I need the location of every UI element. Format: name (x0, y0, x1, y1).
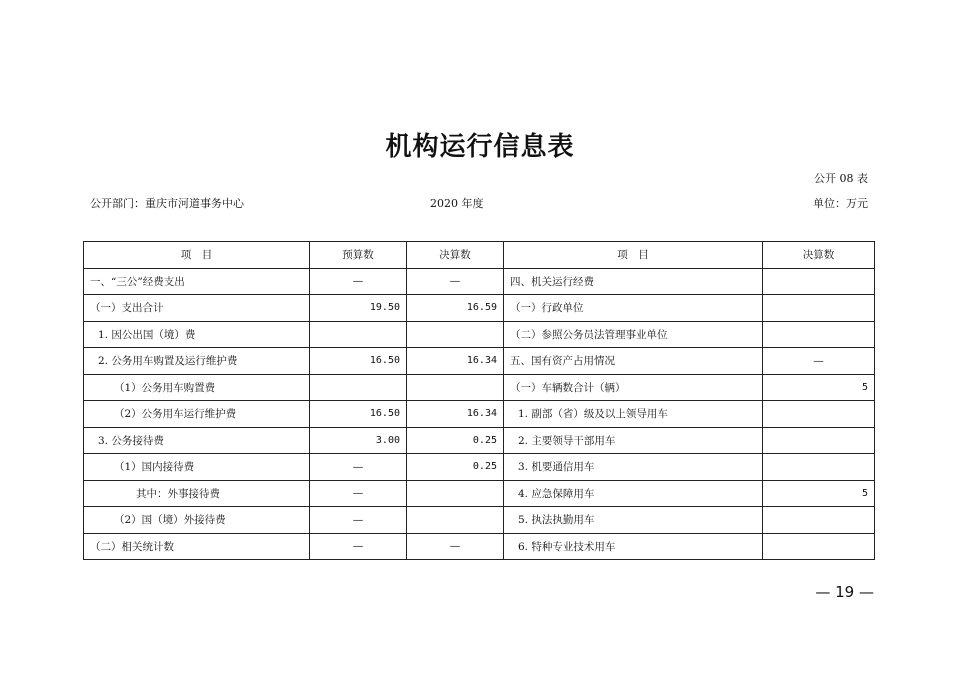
cell-final (407, 507, 504, 534)
cell-item-right: 5. 执法执勤用车 (504, 507, 763, 534)
cell-item-left: 其中：外事接待费 (84, 480, 310, 507)
header-final-left: 决算数 (407, 242, 504, 269)
operation-info-table (83, 241, 875, 560)
cell-final-right (763, 427, 875, 454)
cell-item-left: （1）公务用车购置费 (84, 374, 310, 401)
cell-item-left: 1. 因公出国（境）费 (84, 321, 310, 348)
cell-budget: — (310, 480, 407, 507)
table-row (84, 295, 875, 322)
cell-item-right: 3. 机要通信用车 (504, 454, 763, 481)
cell-item-right: 四、机关运行经费 (504, 268, 763, 295)
cell-final: 16.34 (407, 401, 504, 428)
cell-final: 16.34 (407, 348, 504, 375)
header-final-right: 决算数 (763, 242, 875, 269)
cell-final-right (763, 295, 875, 322)
cell-final-right (763, 507, 875, 534)
cell-final: 0.25 (407, 427, 504, 454)
cell-item-left: （2）国（境）外接待费 (84, 507, 310, 534)
cell-item-right: 6. 特种专业技术用车 (504, 533, 763, 560)
cell-budget (310, 321, 407, 348)
cell-item-left: 2. 公务用车购置及运行维护费 (84, 348, 310, 375)
header-item-right: 项 目 (504, 242, 763, 269)
cell-final-right: — (763, 348, 875, 375)
department-label: 公开部门：重庆市河道事务中心 (90, 197, 244, 210)
cell-final-right (763, 401, 875, 428)
cell-budget: 19.50 (310, 295, 407, 322)
header-item-left: 项 目 (84, 242, 310, 269)
unit-label: 单位：万元 (813, 197, 868, 210)
cell-final: — (407, 533, 504, 560)
cell-final-right (763, 321, 875, 348)
cell-item-left: （二）相关统计数 (84, 533, 310, 560)
table-row (84, 480, 875, 507)
header-budget: 预算数 (310, 242, 407, 269)
cell-item-right: （一）车辆数合计（辆） (504, 374, 763, 401)
table-row (84, 401, 875, 428)
cell-item-left: 3. 公务接待费 (84, 427, 310, 454)
table-row (84, 268, 875, 295)
cell-final (407, 321, 504, 348)
table-row (84, 348, 875, 375)
table-row (84, 454, 875, 481)
cell-item-right: （二）参照公务员法管理事业单位 (504, 321, 763, 348)
table-row (84, 533, 875, 560)
cell-final-right (763, 454, 875, 481)
cell-budget: — (310, 533, 407, 560)
cell-item-left: 一、“三公”经费支出 (84, 268, 310, 295)
cell-budget (310, 374, 407, 401)
cell-final-right: 5 (763, 374, 875, 401)
table-row (84, 374, 875, 401)
cell-item-right: 2. 主要领导干部用车 (504, 427, 763, 454)
table-row (84, 321, 875, 348)
table-row (84, 507, 875, 534)
form-number: 公开 08 表 (814, 172, 868, 185)
cell-budget: — (310, 454, 407, 481)
cell-budget: 16.50 (310, 401, 407, 428)
cell-item-right: 五、国有资产占用情况 (504, 348, 763, 375)
cell-final: — (407, 268, 504, 295)
table-row (84, 427, 875, 454)
year-label: 2020 年度 (430, 197, 484, 210)
cell-item-right: （一）行政单位 (504, 295, 763, 322)
cell-item-right: 1. 副部（省）级及以上领导用车 (504, 401, 763, 428)
page-number: — 19 — (815, 583, 874, 601)
cell-final-right (763, 533, 875, 560)
cell-final (407, 480, 504, 507)
cell-final: 16.59 (407, 295, 504, 322)
cell-final (407, 374, 504, 401)
cell-item-left: （2）公务用车运行维护费 (84, 401, 310, 428)
cell-item-left: （1）国内接待费 (84, 454, 310, 481)
cell-budget: — (310, 507, 407, 534)
cell-final-right (763, 268, 875, 295)
cell-final-right: 5 (763, 480, 875, 507)
cell-item-left: （一）支出合计 (84, 295, 310, 322)
cell-budget: — (310, 268, 407, 295)
cell-item-right: 4. 应急保障用车 (504, 480, 763, 507)
cell-budget: 3.00 (310, 427, 407, 454)
cell-budget: 16.50 (310, 348, 407, 375)
page-title: 机构运行信息表 (385, 132, 575, 162)
table-header-row (84, 242, 875, 269)
cell-final: 0.25 (407, 454, 504, 481)
